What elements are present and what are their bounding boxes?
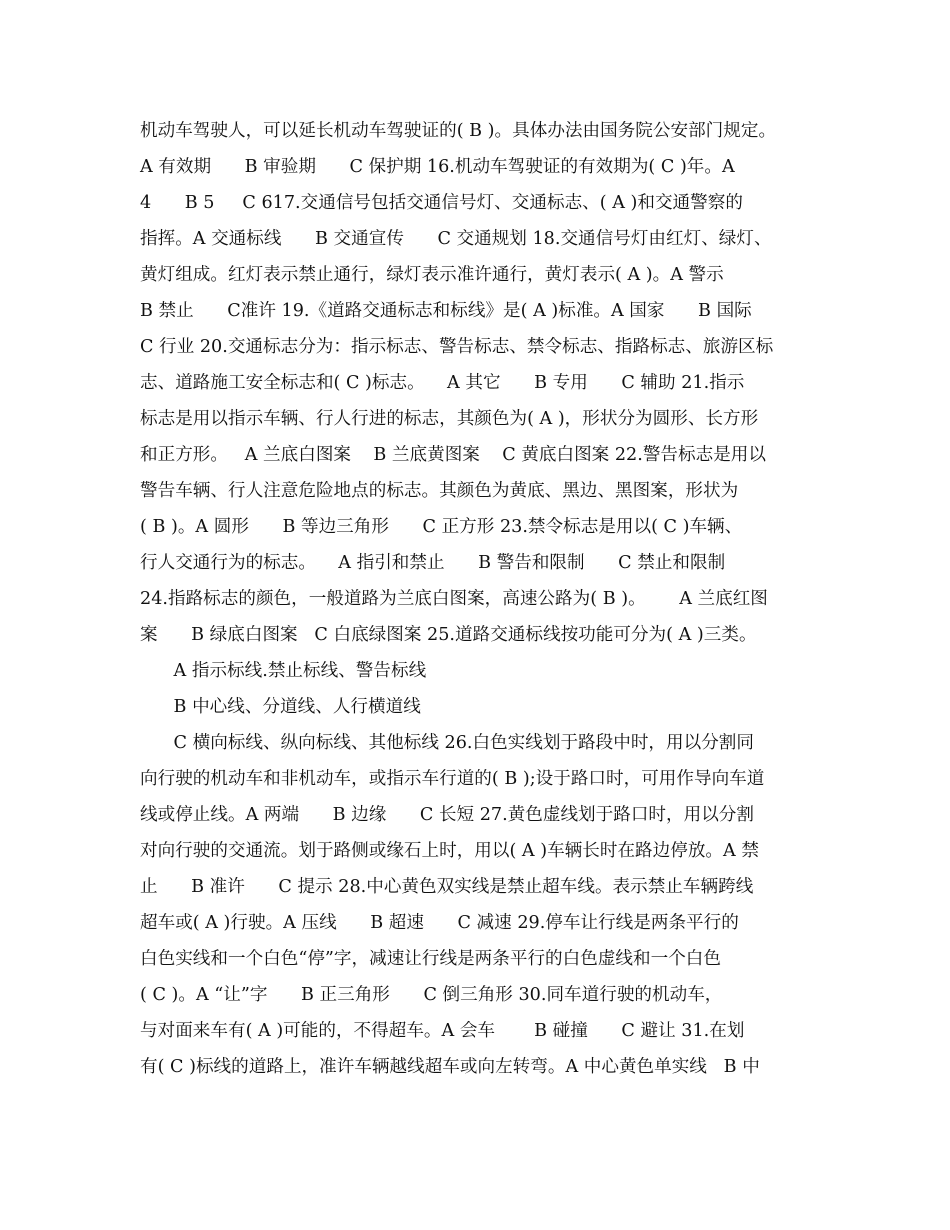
text-line: B 禁止 C准许 19.《道路交通标志和标线》是( A )标准。A 国家 B 国际 [140, 301, 752, 321]
text-line: A 指示标线.禁止标线、警告标线 [140, 661, 427, 681]
text-line: ( C )。A “让”字 B 正三角形 C 倒三角形 30.同车道行驶的机动车， [140, 985, 723, 1005]
text-line: A 有效期 B 审验期 C 保护期 16.机动车驾驶证的有效期为( C )年。A [140, 157, 735, 177]
text-line: 标志是用以指示车辆、行人行进的标志，其颜色为( A )，形状分为圆形、长方形 [140, 409, 759, 429]
text-line: 行人交通行为的标志。 A 指引和禁止 B 警告和限制 C 禁止和限制 [140, 553, 726, 573]
text-line: 机动车驾驶人，可以延长机动车驾驶证的( B )。具体办法由国务院公安部门规定。 [140, 121, 777, 141]
text-line: 案 B 绿底白图案 C 白底绿图案 25.道路交通标线按功能可分为( A )三类。 [140, 625, 757, 645]
text-line: 24.指路标志的颜色，一般道路为兰底白图案，高速公路为( B )。 A 兰底红图 [140, 589, 768, 609]
text-line: 警告车辆、行人注意危险地点的标志。其颜色为黄底、黑边、黑图案，形状为 [140, 481, 739, 501]
text-line: 与对面来车有( A )可能的，不得超车。A 会车 B 碰撞 C 避让 31.在划 [140, 1021, 745, 1041]
text-line: 对向行驶的交通流。划于路侧或缘石上时，用以( A )车辆长时在路边停放。A 禁 [140, 841, 759, 861]
text-line: B 中心线、分道线、人行横道线 [140, 697, 421, 717]
text-line: C 横向标线、纵向标线、其他标线 26.白色实线划于路段中时，用以分割同 [140, 733, 754, 753]
text-line: C 行业 20.交通标志分为：指示标志、警告标志、禁令标志、指路标志、旅游区标 [140, 337, 774, 357]
text-line: 黄灯组成。红灯表示禁止通行，绿灯表示准许通行，黄灯表示( A )。A 警示 [140, 265, 724, 285]
text-line: 志、道路施工安全标志和( C )标志。 A 其它 B 专用 C 辅助 21.指示 [140, 373, 745, 393]
text-line: ( B )。A 圆形 B 等边三角形 C 正方形 23.禁令标志是用以( C )车辆、 [140, 517, 743, 537]
text-line: 有( C )标线的道路上，准许车辆越线超车或向左转弯。A 中心黄色单实线 B 中 [140, 1057, 760, 1077]
text-line: 止 B 准许 C 提示 28.中心黄色双实线是禁止超车线。表示禁止车辆跨线 [140, 877, 754, 897]
text-line: 指挥。A 交通标线 B 交通宣传 C 交通规划 18.交通信号灯由红灯、绿灯、 [140, 229, 772, 249]
text-line: 超车或( A )行驶。A 压线 B 超速 C 减速 29.停车让行线是两条平行的 [140, 913, 739, 933]
text-line: 和正方形。 A 兰底白图案 B 兰底黄图案 C 黄底白图案 22.警告标志是用以 [140, 445, 766, 465]
text-line: 向行驶的机动车和非机动车，或指示车行道的( B );设于路口时，可用作导向车道 [140, 769, 765, 789]
text-line: 4 B 5 C 617.交通信号包括交通信号灯、交通标志、( A )和交通警察的 [140, 193, 743, 213]
text-line: 白色实线和一个白色“停”字，减速让行线是两条平行的白色虚线和一个白色 [140, 949, 721, 969]
text-line: 线或停止线。A 两端 B 边缘 C 长短 27.黄色虚线划于路口时，用以分割 [140, 805, 754, 825]
